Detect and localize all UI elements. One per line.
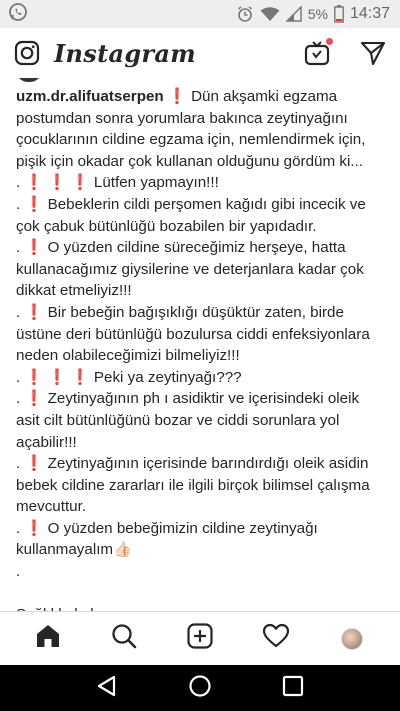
exclamation-icon: ❗	[24, 195, 44, 213]
caption-line	[16, 518, 388, 540]
home-button-icon[interactable]	[188, 674, 212, 703]
caption-text: O yüzden bebeğimizin cildine zeytinyağı	[43, 519, 318, 537]
exclamation-icon: ❗	[47, 368, 71, 386]
caption-text: Bebeklerin cildi perşomen kağıdı gibi incecik ve	[43, 195, 366, 213]
caption-text: bebek cildine zararları ile ilgili birçok bilimsel çalışma	[16, 476, 370, 494]
caption-line	[16, 172, 388, 194]
username-link[interactable]: uzm.dr.alifuatserpen	[16, 88, 168, 105]
caption-line	[16, 216, 388, 238]
post-caption	[16, 86, 388, 618]
caption-line	[16, 561, 388, 583]
tab-new-post[interactable]	[180, 619, 220, 659]
caption-line	[16, 302, 388, 324]
bullet-dot: .	[16, 195, 25, 213]
caption-text: Peki ya zeytinyağı???	[89, 368, 242, 386]
exclamation-icon: ❗	[47, 174, 71, 192]
battery-percent: 5%	[307, 6, 328, 22]
caption-line	[16, 453, 388, 475]
caption-text: dikkat etmeliyiz!!!	[16, 282, 132, 300]
tab-search[interactable]	[104, 619, 144, 659]
caption-text: çok çabuk bütünlüğü bozabilen bir yapıdadır.	[16, 217, 317, 235]
caption-line	[16, 280, 388, 302]
caption-line	[16, 432, 388, 454]
caption-line	[16, 410, 388, 432]
caption-line	[16, 86, 388, 108]
caption-text: Dün akşamki egzama	[186, 88, 338, 105]
caption-text: Bir bebeğin bağışıklığı düşüktür zaten, birde	[43, 303, 344, 321]
caption-line	[16, 345, 388, 367]
battery-icon	[334, 5, 344, 23]
alarm-icon	[236, 5, 254, 23]
exclamation-icon: ❗	[24, 390, 44, 408]
caption-text: açabilir!!!	[16, 433, 77, 451]
caption-line	[16, 108, 388, 130]
signal-icon	[286, 6, 302, 22]
caption-line	[16, 475, 388, 497]
exclamation-icon: ❗	[24, 368, 48, 386]
caption-text: Zeytinyağının ph ı asidiktir ve içerisindeki oleik	[43, 390, 360, 408]
tab-activity[interactable]	[256, 619, 296, 659]
wifi-icon	[260, 6, 280, 22]
exclamation-icon: ❗	[70, 368, 90, 386]
home-icon	[34, 622, 62, 655]
add-post-icon	[186, 622, 214, 655]
bullet-dot: .	[16, 390, 25, 408]
exclamation-icon: ❗	[24, 303, 44, 321]
caption-line	[16, 496, 388, 518]
caption-line	[16, 583, 388, 605]
caption-text	[16, 585, 20, 602]
caption-text: Lütfen yapmayın!!!	[89, 174, 219, 192]
exclamation-icon: ❗	[70, 174, 90, 192]
bottom-tab-bar	[0, 611, 400, 665]
post-caption-area	[0, 78, 400, 618]
caption-text: postumdan sonra yorumlara bakınca zeytinyağını	[16, 109, 348, 127]
caption-line	[16, 151, 388, 173]
caption-text: O yüzden cildine süreceğimiz herşeye, hatta	[43, 239, 346, 257]
caption-text: mevcuttur.	[16, 498, 87, 516]
tab-home[interactable]	[28, 619, 68, 659]
exclamation-icon: ❗	[24, 239, 44, 257]
avatar	[16, 78, 42, 82]
caption-text: üstüne deri bütünlüğü bozulursa ciddi enfeksiyonlara	[16, 325, 370, 343]
recents-icon[interactable]	[281, 674, 305, 703]
caption-text: Zeytinyağının içerisinde barındırdığı oleik asidin	[43, 455, 369, 473]
camera-icon[interactable]	[14, 40, 40, 66]
caption-line	[16, 237, 388, 259]
bullet-dot: .	[16, 455, 25, 473]
caption-line	[16, 539, 388, 561]
caption-text: pişik için okadar çok kullanan olduğunu gördüm ki...	[16, 152, 363, 170]
exclamation-icon: ❗	[167, 88, 187, 105]
caption-line	[16, 367, 388, 389]
notification-dot	[326, 38, 333, 45]
tab-profile[interactable]	[332, 619, 372, 659]
bullet-dot: .	[16, 519, 25, 537]
bullet-dot: .	[16, 239, 25, 257]
caption-line	[16, 259, 388, 281]
caption-text: çocuklarının cildine egzama için, nemlendirmek için,	[16, 131, 366, 149]
caption-line	[16, 129, 388, 151]
bullet-dot: .	[16, 303, 25, 321]
avatar	[341, 628, 363, 650]
caption-line	[16, 324, 388, 346]
caption-text: asit cilt bütünlüğünü bozar ve ciddi sorunlara yol	[16, 411, 340, 429]
back-icon[interactable]	[95, 674, 119, 703]
system-nav-bar	[0, 665, 400, 711]
caption-text: kullanmayalım👍🏻	[16, 541, 132, 559]
caption-line	[16, 194, 388, 216]
caption-text: .	[16, 563, 21, 581]
igtv-icon[interactable]	[304, 40, 330, 66]
caption-text: kullanacağımız giysilerine ve deterjanlara kadar çok	[16, 260, 364, 278]
caption-text: neden olabileceğimizi bilmeliyiz!!!	[16, 347, 240, 365]
exclamation-icon: ❗	[24, 174, 48, 192]
status-bar	[0, 0, 400, 28]
heart-icon	[262, 622, 290, 655]
whatsapp-notification-icon	[8, 2, 28, 26]
caption-line	[16, 388, 388, 410]
exclamation-icon: ❗	[24, 519, 44, 537]
app-header	[0, 28, 400, 78]
search-icon	[110, 622, 138, 655]
bullet-dot: .	[16, 368, 25, 386]
clock: 14:37	[349, 5, 390, 22]
exclamation-icon: ❗	[24, 455, 44, 473]
instagram-logo: Instagram	[54, 38, 196, 68]
direct-message-icon[interactable]	[360, 40, 386, 66]
bullet-dot: .	[16, 174, 25, 192]
